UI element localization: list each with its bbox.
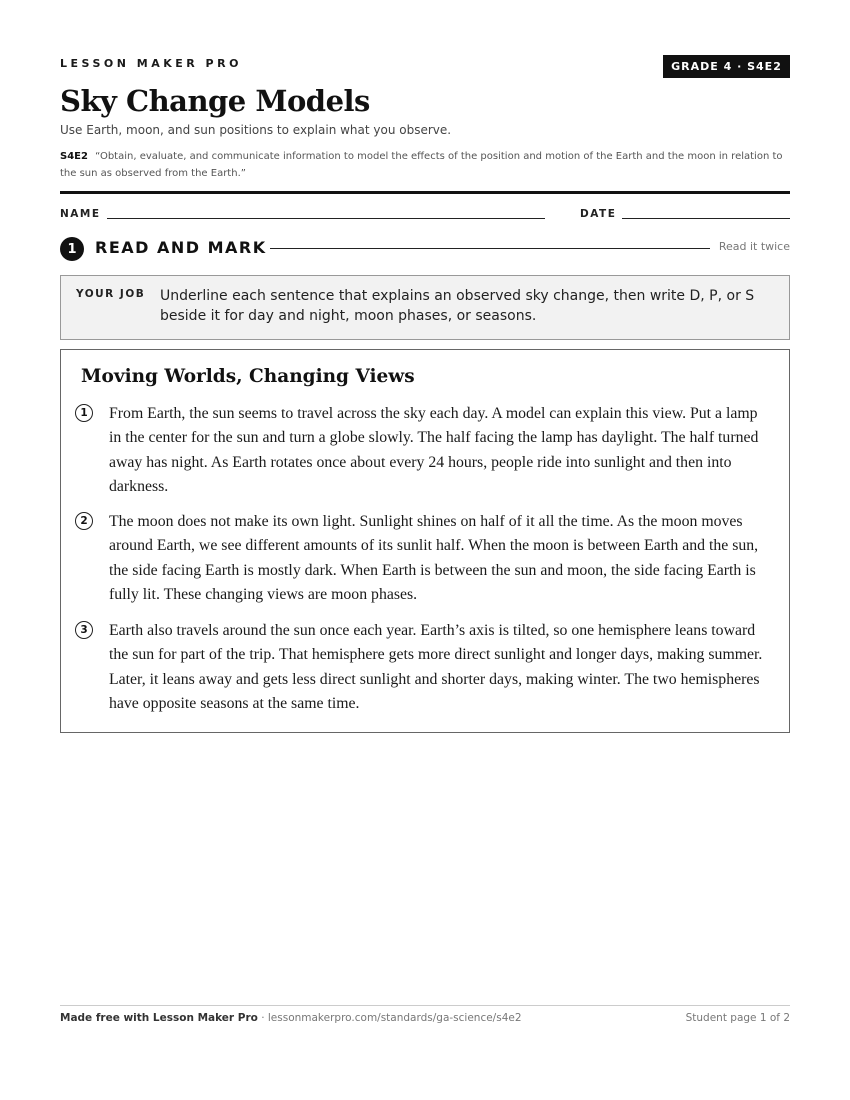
date-field[interactable]	[622, 218, 790, 219]
paragraph-number: 3	[75, 621, 93, 639]
job-instructions-box	[60, 275, 790, 340]
worksheet-page	[60, 0, 790, 1100]
paragraph-number: 2	[75, 512, 93, 530]
footer-made-with: Made free with Lesson Maker Pro	[60, 1012, 258, 1024]
section-note: Read it twice	[718, 240, 790, 253]
date-label: DATE	[580, 208, 617, 220]
job-label: YOUR JOB	[76, 288, 146, 300]
page-subtitle: Use Earth, moon, and sun positions to explain what you observe.	[60, 123, 452, 137]
job-text: Underline each sentence that explains an observed sky change, then write D, P, or S beside it for day and night, moon phases, or seasons.	[160, 288, 755, 324]
brand-name: LESSON MAKER PRO	[60, 57, 242, 70]
footer-url[interactable]: lessonmakerpro.com/standards/ga-science/s4e2	[267, 1012, 522, 1024]
page-title: Sky Change Models	[60, 84, 370, 118]
name-field[interactable]	[107, 218, 545, 219]
header-divider	[60, 191, 790, 194]
section-number: 1	[60, 237, 84, 261]
standard-text: “Obtain, evaluate, and communicate information to model the effects of the position and motion of the Earth and the moon in relation to the sun as observed from the Earth.”	[60, 151, 783, 179]
page-indicator: Student page 1 of 2	[685, 1012, 790, 1024]
paragraph-number: 1	[75, 404, 93, 422]
name-label: NAME	[60, 208, 101, 220]
reading-passage	[60, 349, 790, 733]
standard-code: S4E2	[60, 151, 88, 162]
paragraph-text[interactable]: Earth also travels around the sun once each year. Earth’s axis is tilted, so one hemisphere leans toward the sun for part of the trip. That hemisphere gets more direct sunlight and longer days, making summer. Later, it leans away and gets less direct sunlight and shorter days, making winter. The two hemispheres have opposite seasons at the same time.	[109, 622, 763, 712]
section-divider	[270, 248, 710, 249]
passage-title: Moving Worlds, Changing Views	[81, 366, 415, 387]
footer-divider	[60, 1005, 790, 1006]
standard-statement	[60, 148, 790, 182]
paragraph-text[interactable]: The moon does not make its own light. Sunlight shines on half of it all the time. As the moon moves around Earth, we see different amounts of its sunlit half. When the moon is between Earth and the sun, the side facing Earth is mostly dark. When Earth is between the sun and moon, the side facing Earth is fully lit. These changing views are moon phases.	[109, 513, 759, 603]
paragraph-text[interactable]: From Earth, the sun seems to travel across the sky each day. A model can explain this view. Put a lamp in the center for the sun and turn a globe slowly. The half facing the lamp has daylight. The half turned away has night. As Earth rotates once about every 24 hours, people ride into sunlight and then into darkness.	[109, 405, 759, 495]
footer-separator: ·	[257, 1012, 268, 1024]
grade-badge: GRADE 4 · S4E2	[663, 55, 790, 78]
section-title: READ AND MARK	[95, 238, 267, 257]
footer-credit	[60, 1012, 522, 1024]
